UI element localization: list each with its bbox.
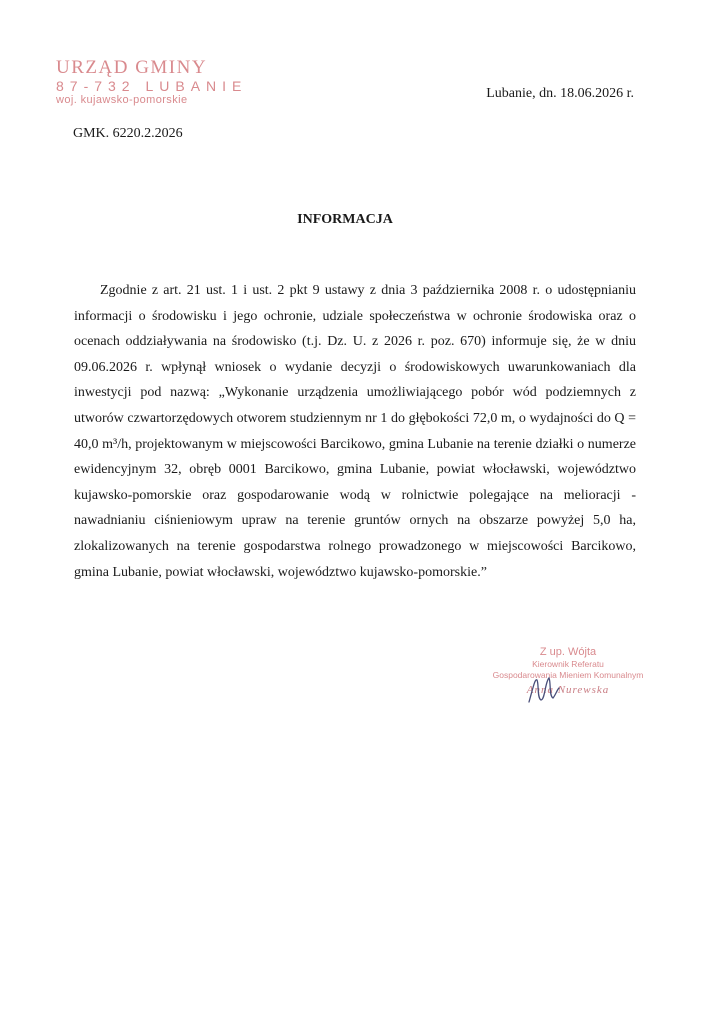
reference-number: GMK. 6220.2.2026 — [73, 126, 183, 141]
body-paragraph: Zgodnie z art. 21 ust. 1 i ust. 2 pkt 9 ustawy z dnia 3 października 2008 r. o udostępnianiu informacji o środowisku i jego ochronie, udziale społeczeństwa w ochronie środowiska oraz o ocenach oddziaływania na środowisko (t.j. Dz. U. z 2026 r. poz. 670) informuje się, że w dniu 09.06.2026 r. wpłynął wniosek o wydanie decyzji o środowiskowych uwarunkowaniach dla inwestycji pod nazwą: „Wykonanie urządzenia umożliwiającego pobór wód podziemnych z utworów czwartorzędowych otworem studziennym nr 1 do głębokości 72,0 m, o wydajności do Q = 40,0 m³/h, projektowanym w miejscowości Barcikowo, gmina Lubanie na terenie działki o numerze ewidencyjnym 32, obręb 0001 Barcikowo, gmina Lubanie, powiat włocławski, województwo kujawsko-pomorskie oraz gospodarowanie wodą w rolnictwie polegające na melioracji - nawadnianiu ciśnieniowym upraw na terenie gruntów ornych na obszarze powyżej 5,0 ha, zlokalizowanych na terenie gospodarstwa rolnego prowadzonego w miejscowości Barcikowo, gmina Lubanie, powiat włocławski, województwo kujawsko-pomorskie.” — [74, 283, 636, 580]
stamp-office-name: URZĄD GMINY — [56, 57, 208, 78]
document-title: INFORMACJA — [297, 212, 393, 227]
signature-department: Gospodarowania Mieniem Komunalnym — [492, 670, 644, 680]
signature-name: Anna Nurewska — [526, 684, 610, 696]
signature-position: Kierownik Referatu — [532, 659, 604, 669]
stamp-postal-code: 87-732 LUBANIE — [56, 77, 248, 94]
signature-authority: Z up. Wójta — [539, 646, 597, 658]
handwritten-signature — [523, 670, 563, 710]
date-line: Lubanie, dn. 18.06.2026 r. — [486, 86, 634, 101]
stamp-region: woj. kujawsko-pomorskie — [56, 93, 188, 106]
signature-stamp — [468, 646, 668, 696]
office-stamp — [56, 58, 247, 106]
